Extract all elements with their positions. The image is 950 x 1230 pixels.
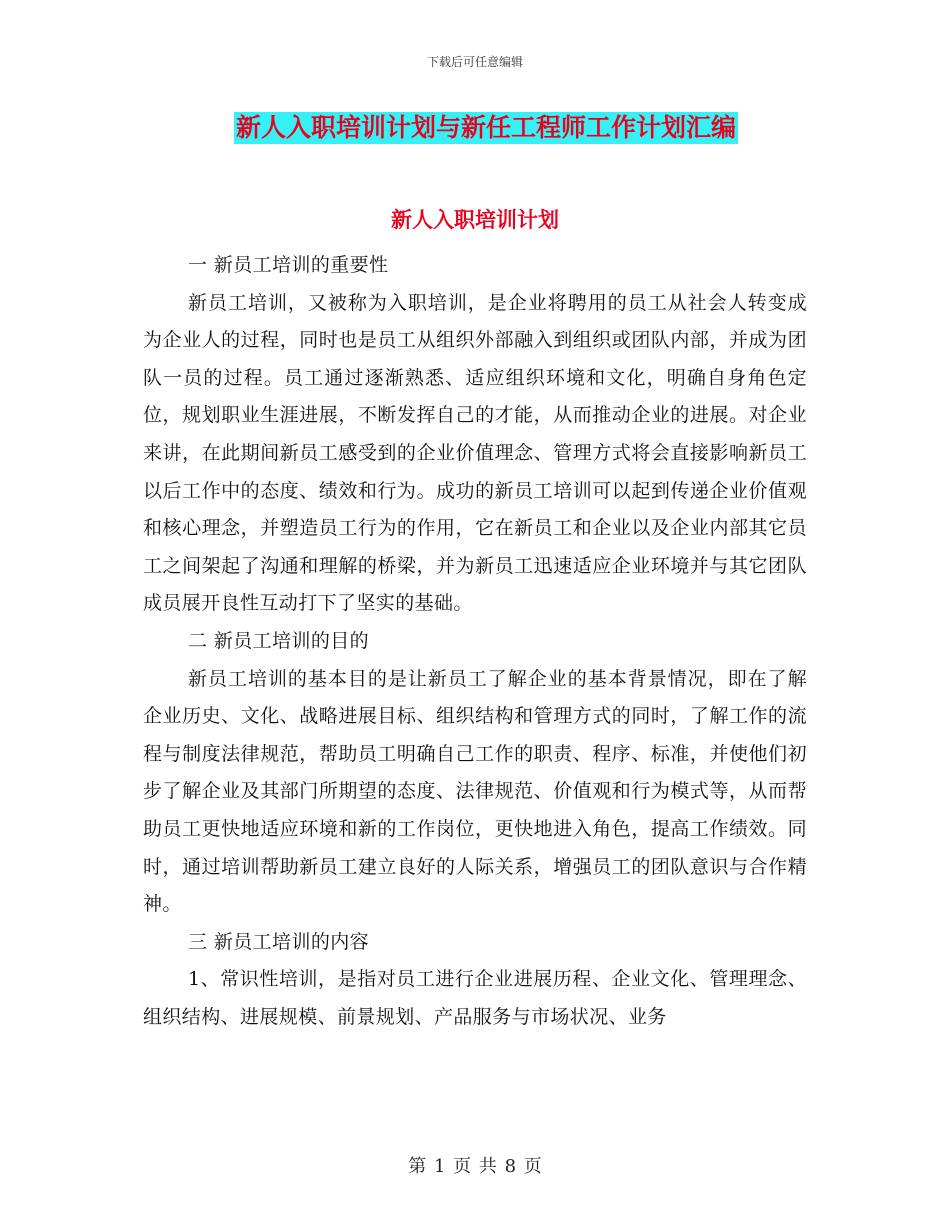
section-title: 新人入职培训计划 <box>391 208 559 232</box>
section-heading: 三 新员工培训的内容 <box>188 930 370 953</box>
document-body <box>143 247 807 1036</box>
section-heading: 二 新员工培训的目的 <box>188 629 370 652</box>
section-heading: 一 新员工培训的重要性 <box>188 254 389 276</box>
paragraph: 新员工培训，又被称为入职培训，是企业将聘用的员工从社会人转变成为企业人的过程，同时也是员工从组织外部融入到组织或团队内部，并成为团队一员的过程。员工通过逐渐熟悉、适应组织环境和文化，明确自身角色定位，规划职业生涯进展，不断发挥自己的才能，从而推动企业的进展。对企业来讲，在此期间新员工感受到的企业价值理念、管理方式将会直接影响新员工以后工作中的态度、绩效和行为。成功的新员工培训可以起到传递企业价值观和核心理念，并塑造员工行为的作用，它在新员工和企业以及企业内部其它员工之间架起了沟通和理解的桥梁，并为新员工迅速适应企业环境并与其它团队成员展开良性互动打下了坚实的基础。 <box>143 291 807 615</box>
document-title: 新人入职培训计划与新任工程师工作计划汇编 <box>236 113 737 142</box>
header-note: 下载后可任意编辑 <box>426 55 523 69</box>
paragraph: 1、常识性培训，是指对员工进行企业进展历程、企业文化、管理理念、组织结构、进展规模、前景规划、产品服务与市场状况、业务 <box>143 968 807 1028</box>
page-footer: 第 1 页 共 8 页 <box>408 1156 542 1177</box>
paragraph: 新员工培训的基本目的是让新员工了解企业的基本背景情况，即在了解企业历史、文化、战略进展目标、组织结构和管理方式的同时，了解工作的流程与制度法律规范，帮助员工明确自己工作的职责、程序、标准，并使他们初步了解企业及其部门所期望的态度、法律规范、价值观和行为模式等，从而帮助员工更快地适应环境和新的工作岗位，更快地进入角色，提高工作绩效。同时，通过培训帮助新员工建立良好的人际关系，增强员工的团队意识与合作精神。 <box>143 667 807 916</box>
